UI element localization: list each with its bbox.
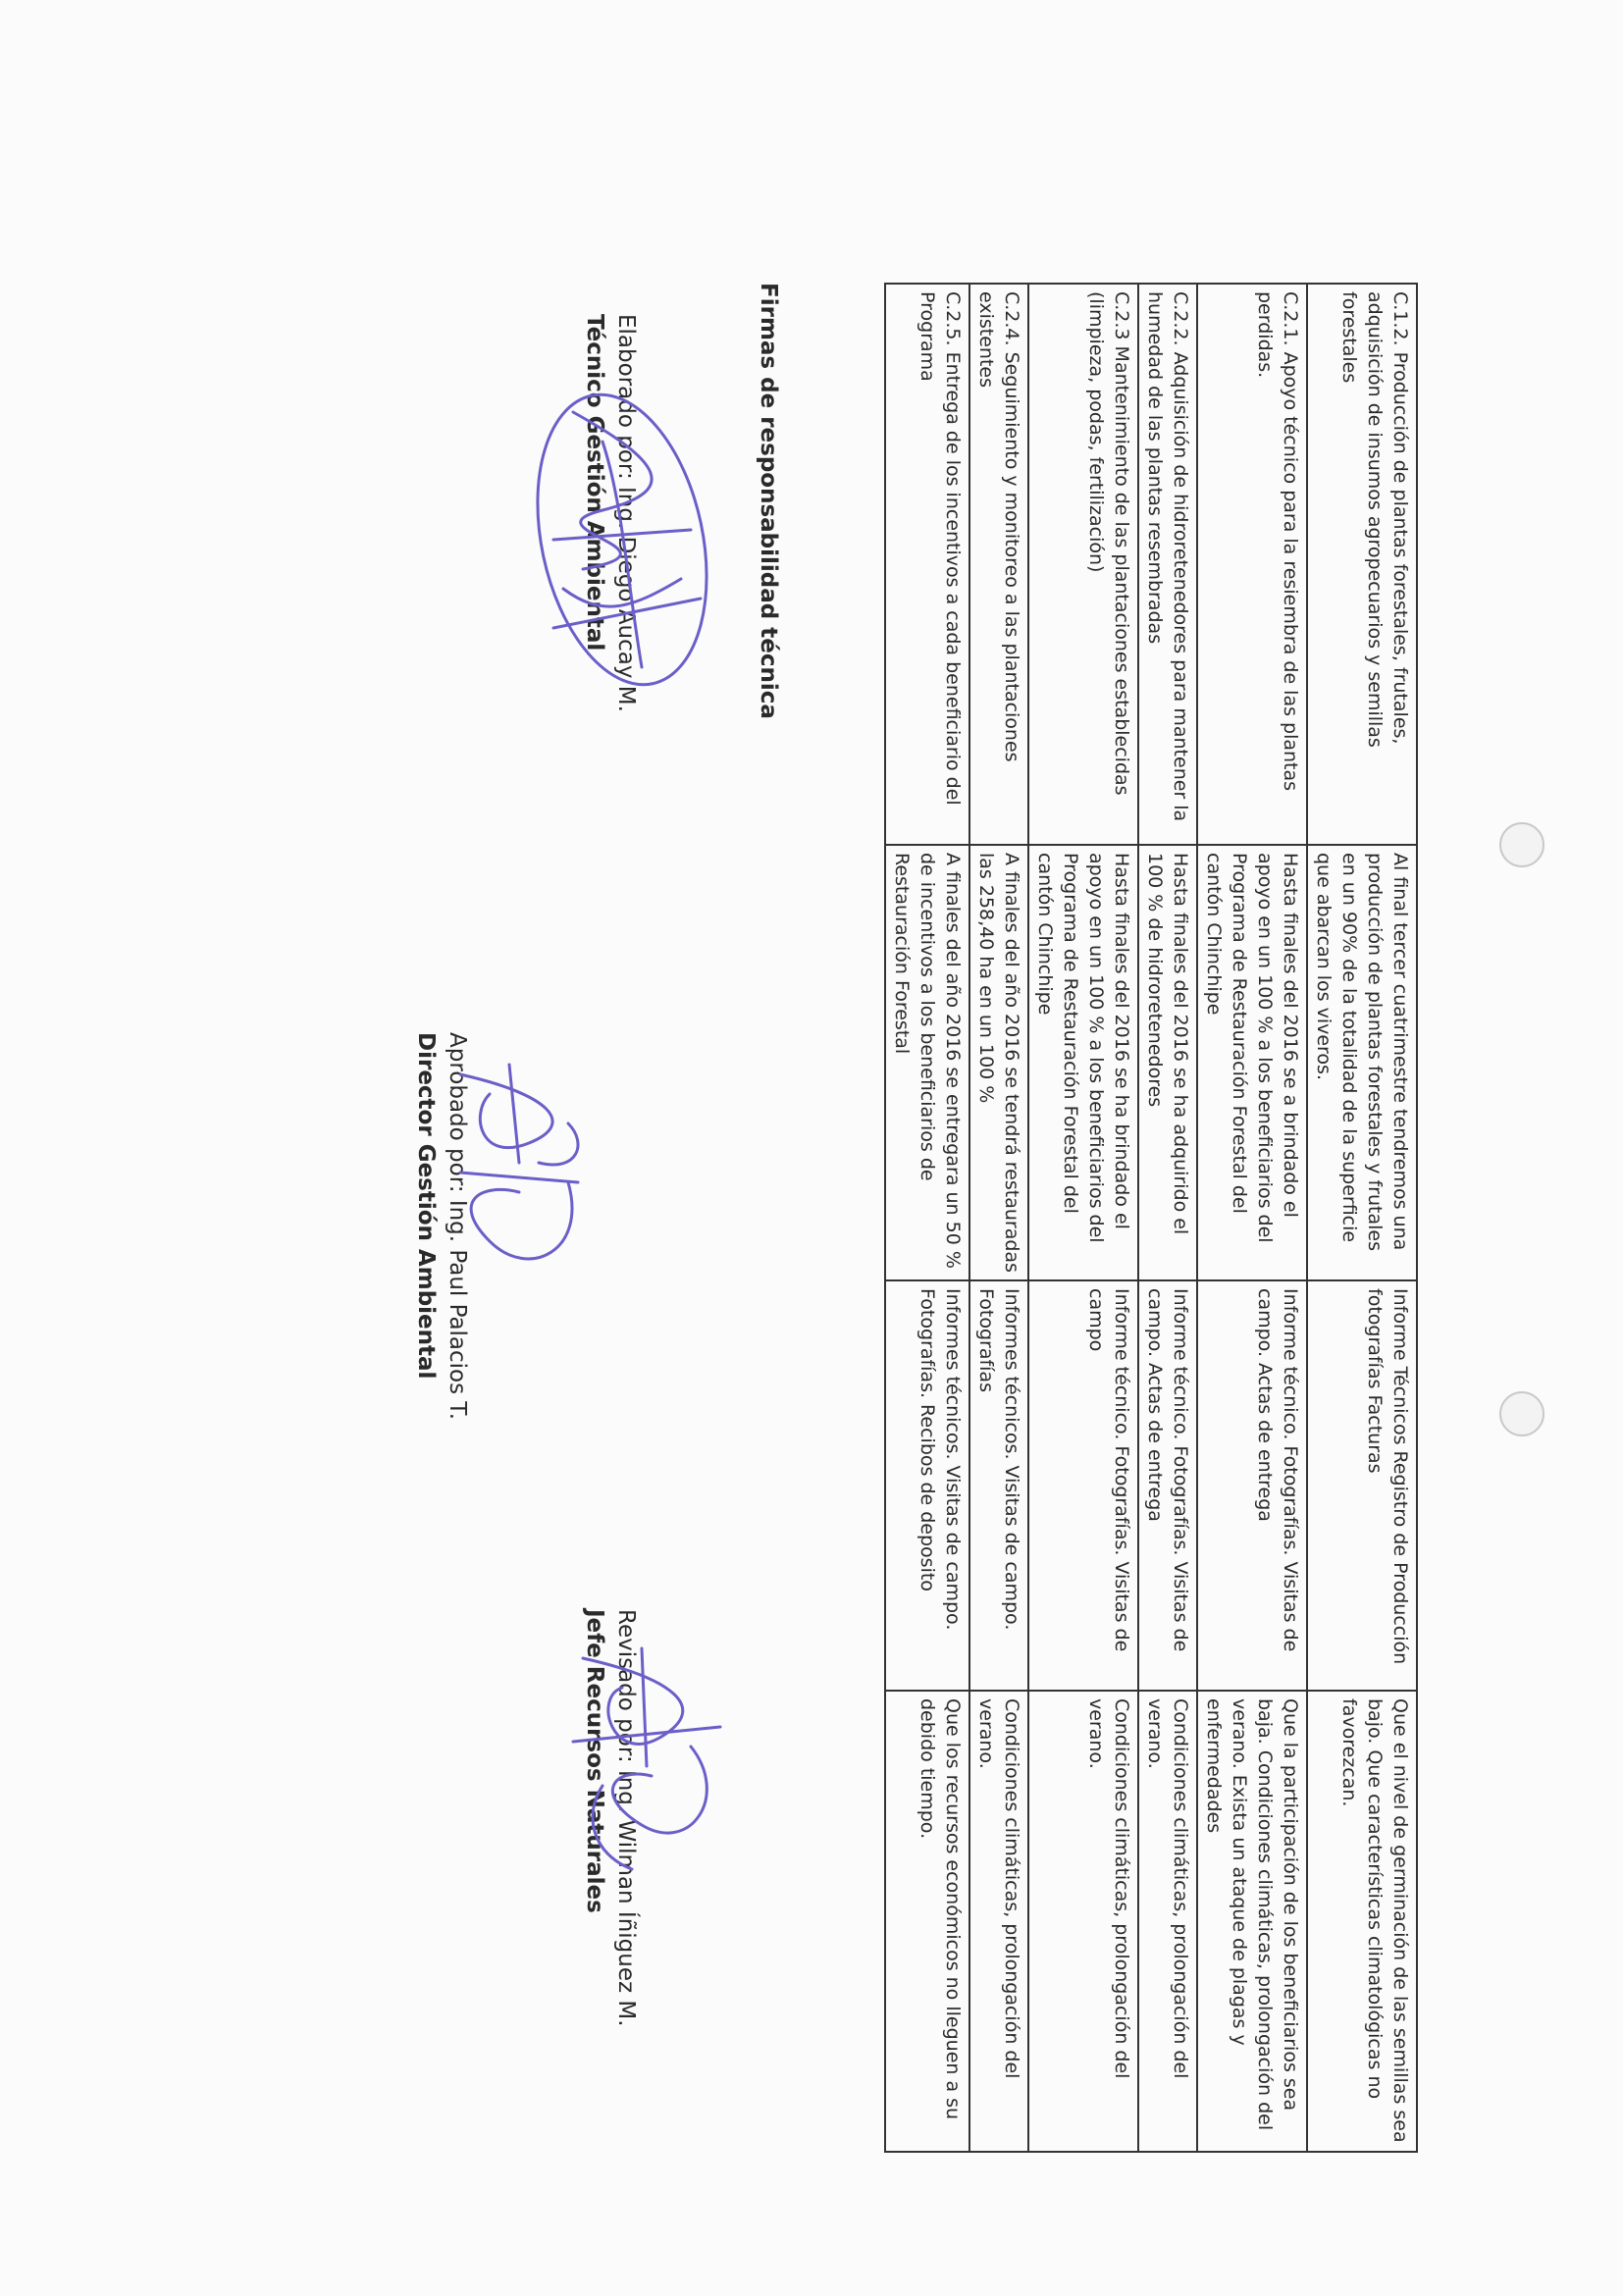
table-cell-assumptions: Condiciones climáticas, prolongación del verano. <box>1138 1691 1197 2152</box>
table-row <box>1307 284 1417 2152</box>
aprobado-label: Aprobado por: Ing. Paul Palacios T. <box>445 1032 470 1421</box>
table-cell-activity: C.2.5. Entrega de los incentivos a cada beneficiario del Programa <box>885 284 969 845</box>
table-cell-activity: C.2.1. Apoyo técnico para la resiembra de las plantas perdidas. <box>1197 284 1307 845</box>
table-cell-verification: Informe técnico. Fotografías. Visitas de campo <box>1028 1280 1138 1691</box>
table-cell-assumptions: Que el nivel de germinación de las semillas sea bajo. Que características climatológicas no favorezcan. <box>1307 1691 1417 2152</box>
table-cell-assumptions: Que los recursos económicos no lleguen a su debido tiempo. <box>885 1691 969 2152</box>
activities-table-body <box>885 284 1417 2152</box>
table-cell-verification: Informe Técnicos Registro de Producción fotografías Facturas <box>1307 1280 1417 1691</box>
table-cell-indicator: Hasta finales del 2016 se a brindado el apoyo en un 100 % a los beneficiarios del Programa de Restauración Forestal del cantón Chinchipe <box>1197 845 1307 1280</box>
table-cell-assumptions: Condiciones climáticas, prolongación del verano. <box>969 1691 1028 2152</box>
table-cell-indicator: A finales del año 2016 se tendrá restauradas las 258,40 ha en un 100 % <box>969 845 1028 1280</box>
table-cell-assumptions: Condiciones climáticas, prolongación del verano. <box>1028 1691 1138 2152</box>
signature-revisado <box>579 1609 642 2027</box>
signature-aprobado <box>410 1032 473 1420</box>
table-cell-indicator: Hasta finales del 2016 se ha adquirido el 100 % de hidroretenedores <box>1138 845 1197 1280</box>
elaborado-role: Técnico Gestión Ambiental <box>582 314 607 652</box>
table-cell-activity: C.2.3 Mantenimiento de las plantaciones establecidas (limpieza, podas, fertilización) <box>1028 284 1138 845</box>
table-cell-indicator: Al final tercer cuatrimestre tendremos una producción de plantas forestales y frutales en un 90% de la totalidad de la superficie que abarcan los viveros. <box>1307 845 1417 1280</box>
revisado-label: Revisado por: Ing. Wilman Íñiguez M. <box>613 1609 639 2027</box>
elaborado-label: Elaborado por: Ing. Diego Aucay M. <box>613 314 639 712</box>
table-cell-verification: Informes técnicos. Visitas de campo. Fotografías <box>969 1280 1028 1691</box>
table-row <box>1028 284 1138 2152</box>
table-cell-indicator: Hasta finales del 2016 se ha brindado el apoyo en un 100 % a los beneficiarios del Programa de Restauración Forestal del cantón Chinchipe <box>1028 845 1138 1280</box>
table-row <box>1138 284 1197 2152</box>
table-cell-activity: C.2.2. Adquisición de hidroretenedores para mantener la humedad de las plantas resembradas <box>1138 284 1197 845</box>
table-cell-verification: Informe técnico. Fotografías. Visitas de campo. Actas de entrega <box>1197 1280 1307 1691</box>
table-row <box>1197 284 1307 2152</box>
aprobado-role: Director Gestión Ambiental <box>413 1032 439 1380</box>
table-row <box>969 284 1028 2152</box>
table-cell-assumptions: Que la participación de los beneficiarios sea baja. Condiciones climáticas, prolongación del verano. Exista un ataque de plagas y enfermedades <box>1197 1691 1307 2152</box>
activities-table <box>884 283 1418 2153</box>
signatures-title: Firmas de responsabilidad técnica <box>756 283 781 719</box>
table-row <box>885 284 969 2152</box>
table-cell-activity: C.1.2. Producción de plantas forestales, frutales, adquisición de insumos agropecuarios y semillas forestales <box>1307 284 1417 845</box>
table-cell-activity: C.2.4. Seguimiento y monitoreo a las plantaciones existentes <box>969 284 1028 845</box>
table-cell-verification: Informes técnicos. Visitas de campo. Fotografías. Recibos de deposito <box>885 1280 969 1691</box>
table-cell-verification: Informe técnico. Fotografías. Visitas de campo. Actas de entrega <box>1138 1280 1197 1691</box>
signature-elaborado <box>579 314 642 712</box>
revisado-role: Jefe Recursos Naturales <box>582 1609 607 1913</box>
table-cell-indicator: A finales del año 2016 se entregara un 50 % de incentivos a los beneficiarios de Restauración Forestal <box>885 845 969 1280</box>
